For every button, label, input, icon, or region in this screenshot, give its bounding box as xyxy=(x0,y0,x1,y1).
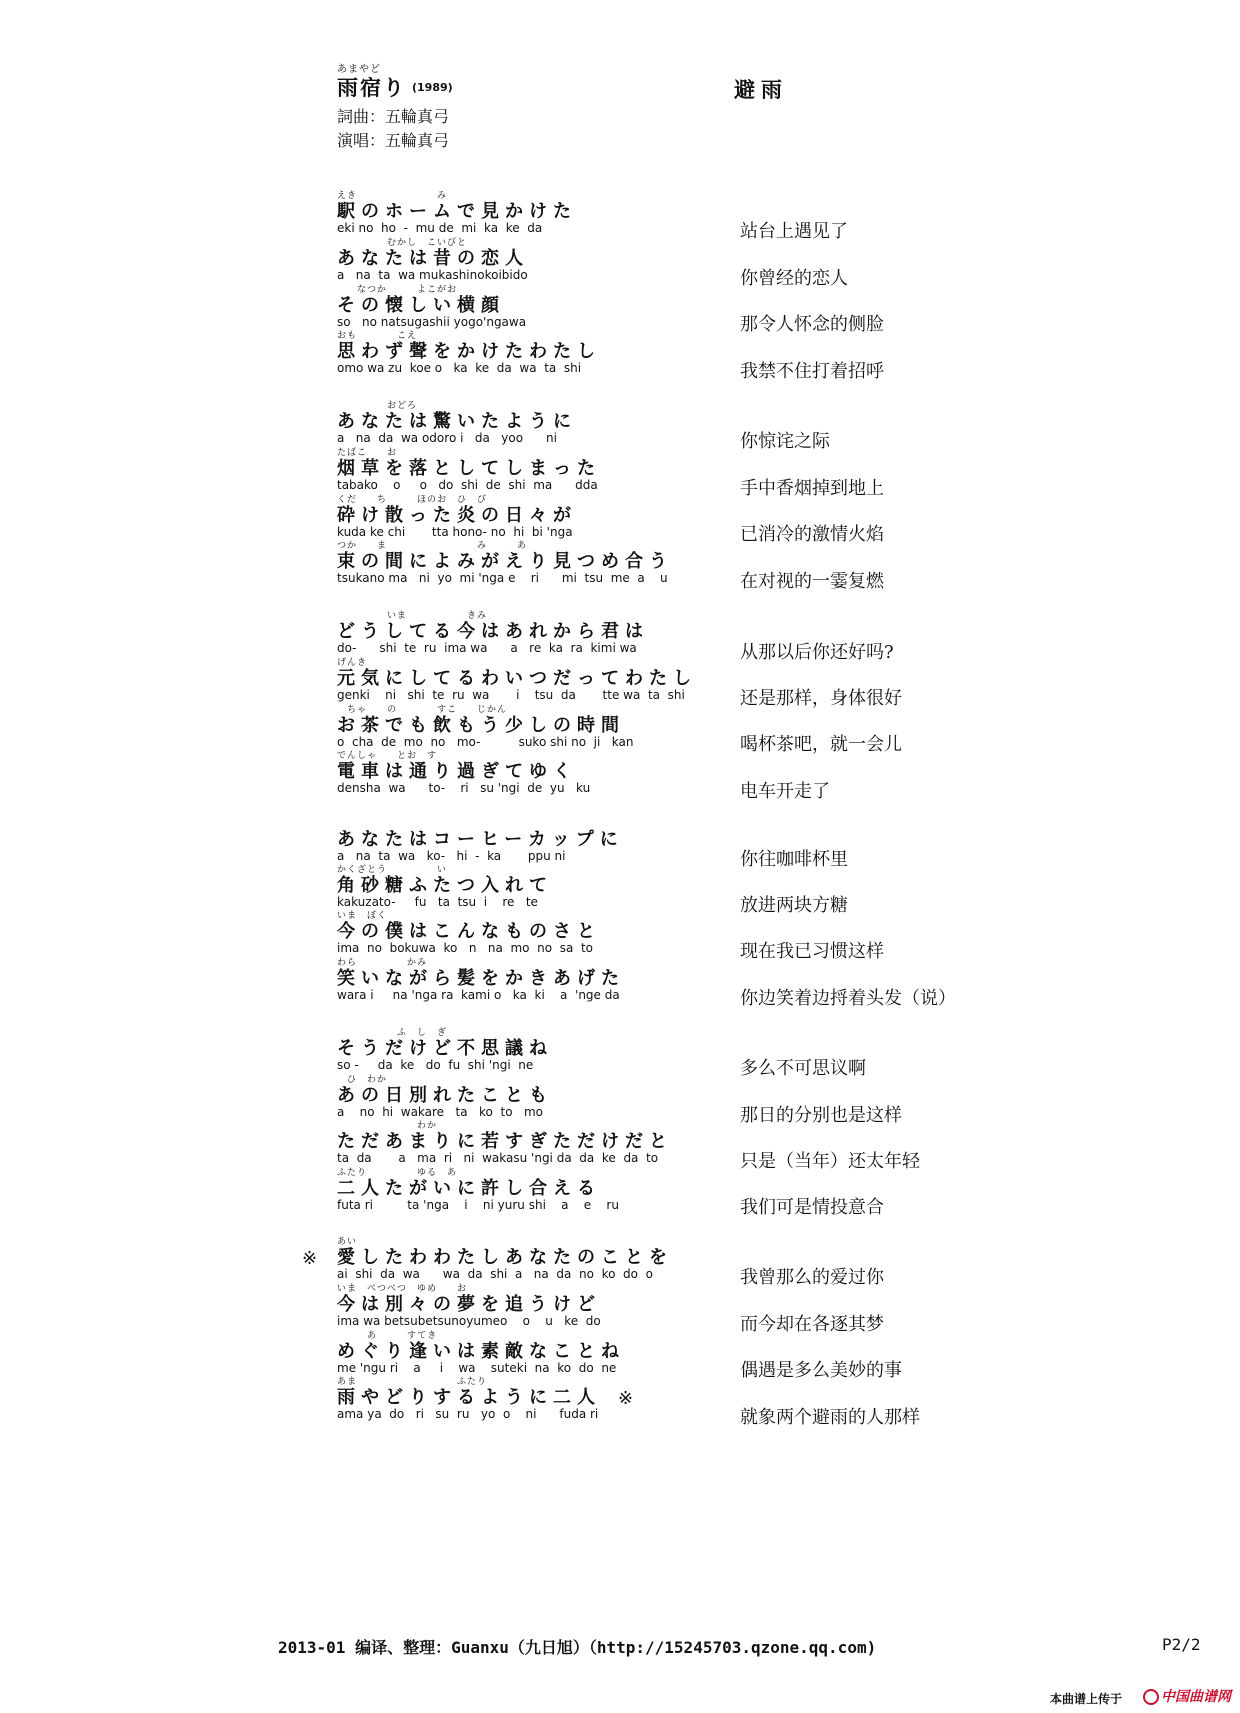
lyric-chinese: 现在我已习惯这样 xyxy=(740,941,884,962)
lyric-chinese: 我们可是情投意合 xyxy=(740,1197,884,1218)
lyric-line xyxy=(337,1167,707,1212)
lyric-romaji: o cha de mo no mo- suko shi no ji kan xyxy=(337,735,634,749)
lyric-japanese: 二人たがいに許し合える xyxy=(337,1178,601,1199)
lyric-chinese: 那日的分别也是这样 xyxy=(740,1105,902,1126)
lyric-ruby: でんしゃ とお す xyxy=(337,751,438,761)
lyric-chinese: 从那以后你还好吗? xyxy=(740,642,894,663)
lyric-chinese: 你曾经的恋人 xyxy=(740,268,848,289)
lyric-romaji: ima no bokuwa ko n na mo no sa to xyxy=(337,941,593,955)
lyric-romaji: eki no ho - mu de mi ka ke da xyxy=(337,221,543,235)
lyric-ruby: げんき xyxy=(337,658,368,668)
lyric-chinese: 多么不可思议啊 xyxy=(740,1058,866,1079)
lyric-japanese: 電車は通り過ぎてゆく xyxy=(337,761,577,782)
lyric-line xyxy=(337,400,707,445)
lyric-line xyxy=(337,540,707,585)
lyric-japanese: そうだけど不思議ね xyxy=(337,1038,553,1059)
lyric-ruby: わら かみ xyxy=(337,958,428,968)
lyric-ruby: おどろ xyxy=(337,401,418,411)
song-year: (1989) xyxy=(412,81,453,94)
lyric-line xyxy=(337,864,707,909)
lyric-romaji: ima wa betsubetsunoyumeo o u ke do xyxy=(337,1314,601,1328)
logo-text: 中国曲谱网 xyxy=(1161,1689,1231,1705)
lyric-japanese: 愛したわわたしあなたのことを xyxy=(337,1247,673,1268)
lyric-line xyxy=(337,704,707,749)
lyric-chinese: 我禁不住打着招呼 xyxy=(740,361,884,382)
lyric-ruby: いま べつべつ ゆめ お xyxy=(337,1284,468,1294)
lyric-line xyxy=(337,750,707,795)
lyric-romaji: tsukano ma ni yo mi 'nga e ri mi tsu me a u xyxy=(337,571,668,585)
site-logo xyxy=(1143,1686,1231,1706)
song-title: 雨宿り xyxy=(337,76,406,100)
lyric-japanese: あなたはコーヒーカップに xyxy=(337,829,624,850)
lyric-line xyxy=(337,1283,707,1328)
lyric-ruby: むかし こいびと xyxy=(337,238,468,248)
lyric-japanese: 元気にしてるわいつだってわたし xyxy=(337,668,697,689)
lyric-line xyxy=(337,1330,707,1375)
lyric-romaji: kuda ke chi tta hono- no hi bi 'nga xyxy=(337,525,573,539)
lyric-romaji: me 'ngu ri a i wa suteki na ko do ne xyxy=(337,1361,617,1375)
lyric-romaji: tabako o o do shi de shi ma dda xyxy=(337,478,598,492)
lyric-ruby: あ すてき xyxy=(337,1331,438,1341)
lyric-ruby: つか ま み あ xyxy=(337,541,528,551)
lyric-line xyxy=(337,610,707,655)
lyric-ruby: ふ し ぎ xyxy=(337,1028,448,1038)
title-ruby: あまやど xyxy=(337,64,381,75)
lyric-chinese: 电车开走了 xyxy=(740,781,830,802)
lyric-japanese: ただあまりに若すぎただけだと xyxy=(337,1131,673,1152)
lyric-japanese: 烟草を落としてしまった xyxy=(337,458,601,479)
page-number: P2/2 xyxy=(1162,1635,1201,1654)
lyric-chinese: 你往咖啡杯里 xyxy=(740,849,848,870)
lyric-line xyxy=(337,284,707,329)
lyric-romaji: futa ri ta 'nga i ni yuru shi a e ru xyxy=(337,1198,619,1212)
lyric-ruby: ひ わか xyxy=(337,1075,388,1085)
lyric-japanese: 思わず聲をかけたわたし xyxy=(337,341,601,362)
lyric-ruby: わか xyxy=(337,1121,438,1131)
lyric-line xyxy=(337,494,707,539)
lyric-line xyxy=(337,1027,707,1072)
credit-composer: 詞曲：五輪真弓 xyxy=(337,107,450,126)
lyric-line xyxy=(337,190,707,235)
lyric-romaji: a na ta wa mukashinokoibido xyxy=(337,268,528,282)
upload-note: 本曲谱上传于 xyxy=(1050,1692,1123,1706)
song-title-cn: 避雨 xyxy=(734,78,788,102)
lyric-japanese: あなたは驚いたように xyxy=(337,411,577,432)
lyric-line xyxy=(337,330,707,375)
lyric-japanese: 砕け散った炎の日々が xyxy=(337,505,577,526)
lyric-chinese: 我曾那么的爱过你 xyxy=(740,1267,884,1288)
lyric-chinese: 已消冷的激情火焰 xyxy=(740,524,884,545)
lyric-romaji: a na ta wa ko- hi - ka ppu ni xyxy=(337,849,566,863)
lyric-romaji: do- shi te ru ima wa a re ka ra kimi wa xyxy=(337,641,637,655)
lyric-chinese: 还是那样，身体很好 xyxy=(740,688,902,709)
lyric-ruby: あい xyxy=(337,1237,358,1247)
lyric-romaji: genki ni shi te ru wa i tsu da tte wa ta shi xyxy=(337,688,685,702)
lyric-romaji: densha wa to- ri su 'ngi de yu ku xyxy=(337,781,591,795)
lyric-ruby: おも こえ xyxy=(337,331,418,341)
lyric-chinese: 手中香烟掉到地上 xyxy=(740,478,884,499)
lyric-ruby: いま きみ xyxy=(337,611,488,621)
lyric-romaji: so - da ke do fu shi 'ngi ne xyxy=(337,1058,534,1072)
lyric-chinese: 你边笑着边捋着头发（说） xyxy=(740,988,956,1009)
lyric-romaji: ai shi da wa wa da shi a na da no ko do o xyxy=(337,1267,653,1281)
lyric-japanese: 今は別々の夢を追うけど xyxy=(337,1294,601,1315)
lyric-ruby: くだ ち ほのお ひ び xyxy=(337,495,488,505)
lyric-romaji: kakuzato- fu ta tsu i re te xyxy=(337,895,538,909)
lyric-ruby: たばこ お xyxy=(337,448,398,458)
lyric-line xyxy=(337,447,707,492)
lyric-romaji: ta da a ma ri ni wakasu 'ngi da da ke da to xyxy=(337,1151,659,1165)
logo-icon xyxy=(1143,1689,1159,1705)
lyric-ruby: ふたり ゆる あ xyxy=(337,1168,458,1178)
lyric-romaji: so no natsugashii yogo'ngawa xyxy=(337,315,527,329)
lyric-ruby: あま ふたり xyxy=(337,1377,488,1387)
lyric-japanese: あなたは昔の恋人 xyxy=(337,248,529,269)
lyric-romaji: wara i na 'nga ra kami o ka ki a 'nge da xyxy=(337,988,620,1002)
repeat-mark-end: ※ xyxy=(618,1388,634,1409)
lyric-ruby: いま ぼく xyxy=(337,911,388,921)
repeat-mark-start: ※ xyxy=(302,1248,318,1269)
lyric-japanese: 雨やどりするように二人 xyxy=(337,1387,601,1408)
lyric-ruby: ちゃ の すこ じかん xyxy=(337,705,508,715)
lyric-ruby: えき み xyxy=(337,191,448,201)
credit-singer: 演唱：五輪真弓 xyxy=(337,131,450,150)
lyric-japanese: 束の間によみがえり見つめ合う xyxy=(337,551,673,572)
lyric-line xyxy=(337,957,707,1002)
lyric-chinese: 就象两个避雨的人那样 xyxy=(740,1407,920,1428)
lyric-japanese: 駅のホームで見かけた xyxy=(337,201,577,222)
lyric-chinese: 在对视的一霎复燃 xyxy=(740,571,884,592)
lyric-romaji: a no hi wakare ta ko to mo xyxy=(337,1105,544,1119)
lyric-line xyxy=(337,1120,707,1165)
lyric-chinese: 喝杯茶吧，就一会儿 xyxy=(740,734,902,755)
lyric-japanese: 笑いながら髪をかきあげた xyxy=(337,968,625,989)
lyric-romaji: ama ya do ri su ru yo o ni fuda ri xyxy=(337,1407,599,1421)
lyric-ruby: かくざとう い xyxy=(337,865,448,875)
lyric-japanese: お茶でも飲もう少しの時間 xyxy=(337,715,625,736)
lyric-line xyxy=(337,818,707,863)
lyric-japanese: 今の僕はこんなものさと xyxy=(337,921,601,942)
lyric-chinese: 偶遇是多么美妙的事 xyxy=(740,1360,902,1381)
lyric-chinese: 只是（当年）还太年轻 xyxy=(740,1151,920,1172)
lyric-chinese: 你惊诧之际 xyxy=(740,431,830,452)
lyric-line xyxy=(337,1236,707,1281)
lyric-japanese: めぐり逢いは素敵なことね xyxy=(337,1341,625,1362)
lyric-line xyxy=(337,237,707,282)
lyric-line xyxy=(337,1074,707,1119)
lyric-romaji: omo wa zu koe o ka ke da wa ta shi xyxy=(337,361,582,375)
lyric-japanese: その懐しい横顔 xyxy=(337,295,505,316)
lyric-japanese: どうしてる今はあれから君は xyxy=(337,621,649,642)
lyric-chinese: 那令人怀念的侧脸 xyxy=(740,314,884,335)
lyric-line xyxy=(337,910,707,955)
lyric-line xyxy=(337,1376,707,1421)
lyric-japanese: 角砂糖ふたつ入れて xyxy=(337,875,553,896)
lyric-chinese: 站台上遇见了 xyxy=(740,221,848,242)
lyric-romaji: a na da wa odoro i da yoo ni xyxy=(337,431,557,445)
lyric-chinese: 而今却在各逐其梦 xyxy=(740,1314,884,1335)
lyric-chinese: 放进两块方糖 xyxy=(740,895,848,916)
lyric-line xyxy=(337,657,707,702)
lyric-ruby: なつか よこがお xyxy=(337,285,458,295)
footer-credit: 2013-01 编译、整理：Guanxu（九日旭）（http://15245703.qzone.qq.com) xyxy=(278,1638,877,1657)
lyric-japanese: あの日別れたことも xyxy=(337,1085,553,1106)
